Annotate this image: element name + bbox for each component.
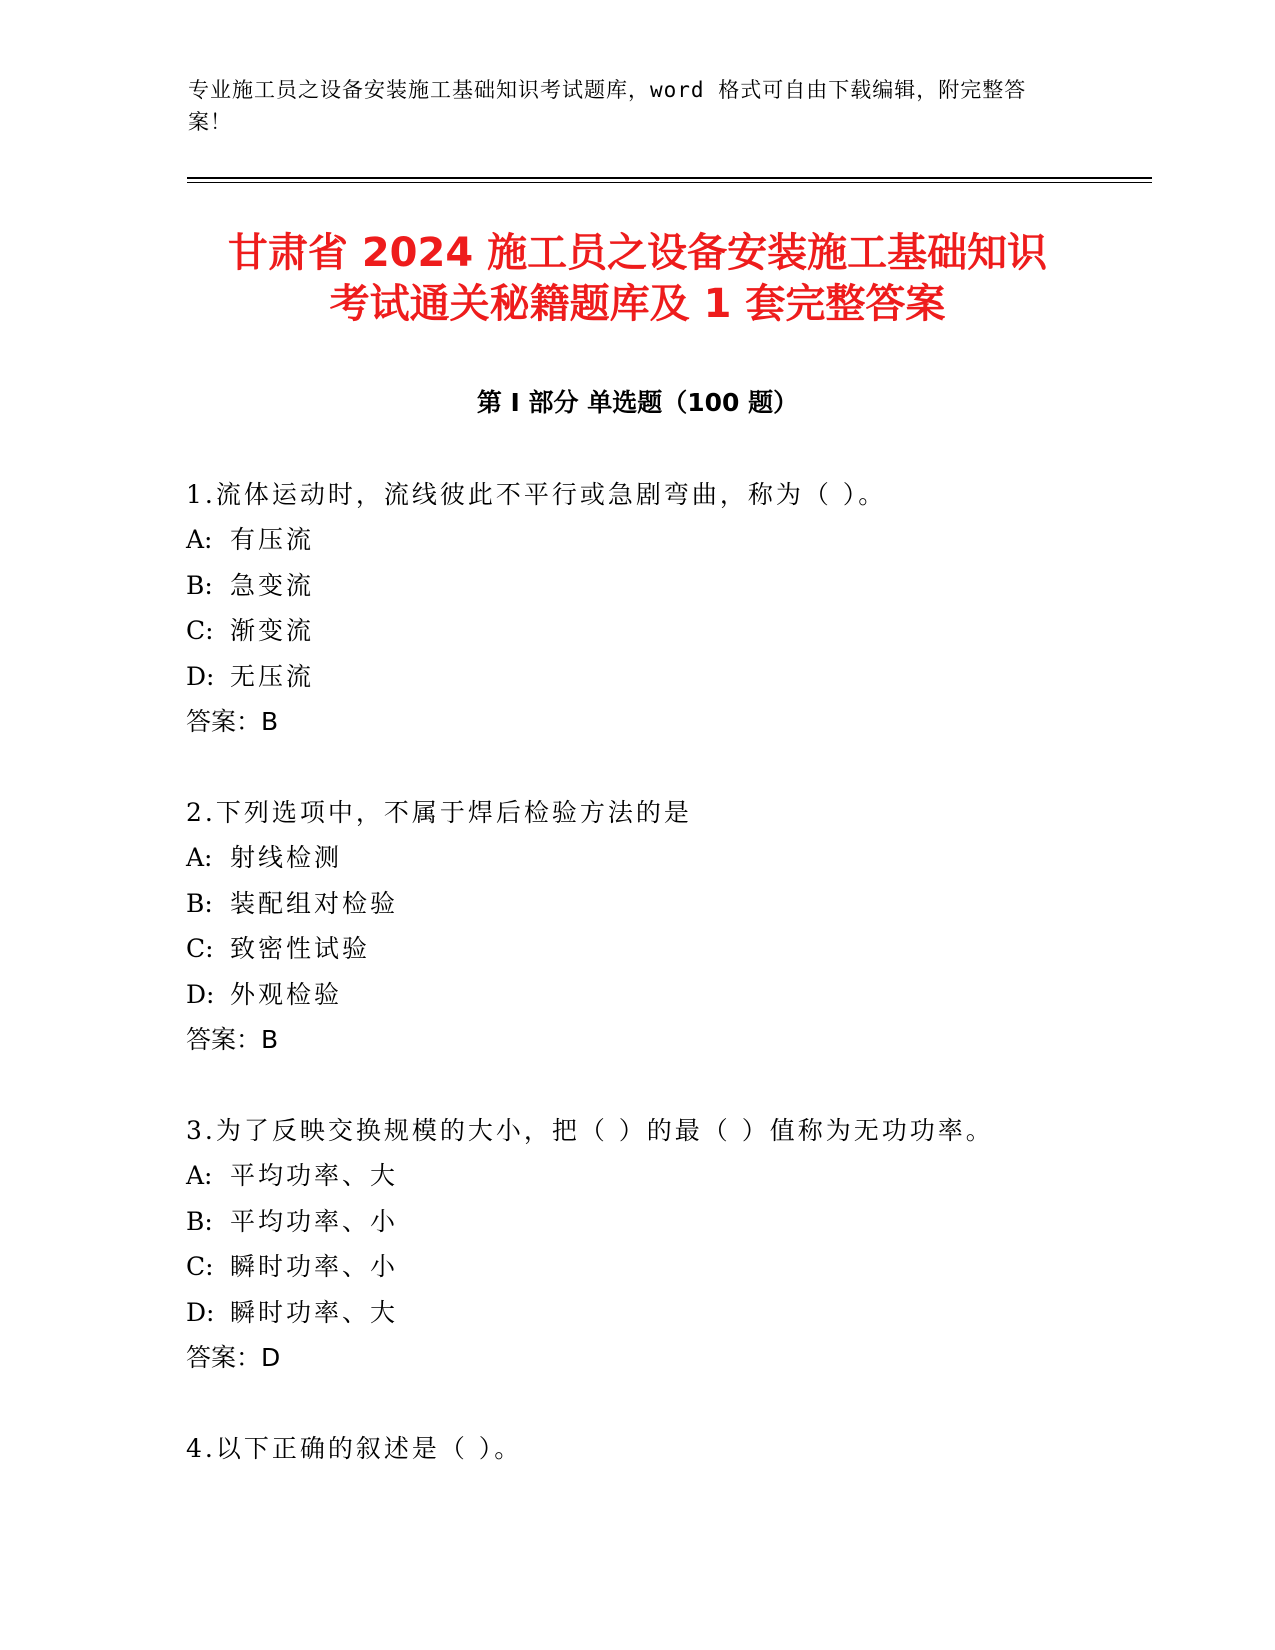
document-title xyxy=(150,228,1125,330)
option-letter: C: xyxy=(186,616,214,646)
option-text: 瞬时功率、小 xyxy=(230,1252,399,1282)
option-letter: A: xyxy=(186,1161,213,1191)
option-c xyxy=(186,926,1136,971)
option-b xyxy=(186,881,1136,926)
option-letter: D: xyxy=(186,661,215,691)
option-text: 射线检测 xyxy=(230,843,343,873)
document-title-line-2: 考试通关秘籍题库及 1 套完整答案 xyxy=(329,281,946,327)
option-text: 渐变流 xyxy=(230,616,315,646)
option-text: 急变流 xyxy=(230,570,315,600)
option-a xyxy=(186,1153,1136,1198)
header-divider-thick xyxy=(187,177,1152,179)
question-stem: 1.流体运动时，流线彼此不平行或急剧弯曲，称为（ ）。 xyxy=(186,480,887,509)
option-text: 平均功率、大 xyxy=(230,1161,399,1191)
option-a xyxy=(186,835,1136,880)
option-letter: D: xyxy=(186,979,215,1009)
option-text: 装配组对检验 xyxy=(230,888,399,918)
question-stem: 3.为了反映交换规模的大小，把（ ）的最（ ）值称为无功功率。 xyxy=(186,1116,994,1145)
option-letter: A: xyxy=(186,525,213,555)
document-title-line-1: 甘肃省 2024 施工员之设备安装施工基础知识 xyxy=(227,230,1048,276)
document-header-note: 专业施工员之设备安装施工基础知识考试题库，word 格式可自由下载编辑，附完整答案！ xyxy=(188,78,1027,134)
answer-line: 答案：B xyxy=(186,1025,279,1055)
option-c xyxy=(186,608,1136,653)
option-b xyxy=(186,1199,1136,1244)
option-letter: C: xyxy=(186,934,214,964)
header-divider-thin xyxy=(187,182,1152,183)
option-letter: B: xyxy=(186,1206,213,1236)
answer-line: 答案：B xyxy=(186,707,279,737)
option-letter: B: xyxy=(186,888,213,918)
option-text: 致密性试验 xyxy=(230,934,371,964)
option-letter: C: xyxy=(186,1252,214,1282)
option-letter: B: xyxy=(186,570,213,600)
answer-line: 答案：D xyxy=(186,1343,281,1373)
option-a xyxy=(186,517,1136,562)
question-stem: 2.下列选项中，不属于焊后检验方法的是 xyxy=(186,798,692,827)
option-c xyxy=(186,1244,1136,1289)
option-text: 无压流 xyxy=(230,661,315,691)
question-1 xyxy=(186,472,1136,744)
option-text: 瞬时功率、大 xyxy=(230,1297,399,1327)
section-heading: 第 I 部分 单选题（100 题） xyxy=(476,388,799,417)
option-b xyxy=(186,563,1136,608)
option-letter: D: xyxy=(186,1297,215,1327)
option-text: 外观检验 xyxy=(230,979,343,1009)
option-letter: A: xyxy=(186,843,213,873)
question-stem: 4.以下正确的叙述是（ ）。 xyxy=(186,1434,523,1463)
option-text: 有压流 xyxy=(230,525,315,555)
option-d xyxy=(186,1290,1136,1335)
question-2 xyxy=(186,790,1136,1062)
question-3 xyxy=(186,1108,1136,1380)
option-d xyxy=(186,972,1136,1017)
option-d xyxy=(186,654,1136,699)
option-text: 平均功率、小 xyxy=(230,1206,399,1236)
question-4 xyxy=(186,1426,1136,1471)
